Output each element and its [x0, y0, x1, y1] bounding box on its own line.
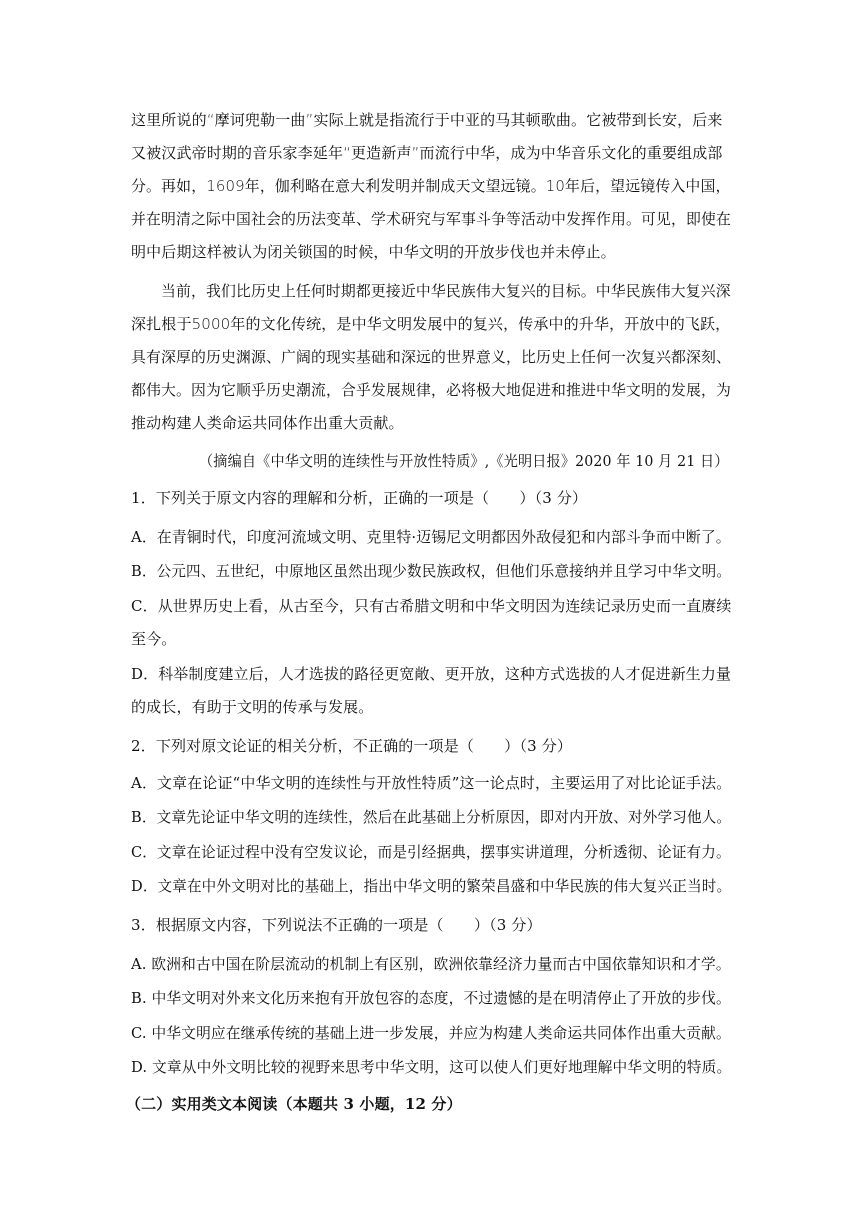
question-3-option-a: A. 欧洲和古中国在阶层流动的机制上有区别，欧洲依靠经济力量而古中国依靠知识和才学。 [131, 955, 731, 973]
question-2-option-b: B．文章先论证中华文明的连续性，然后在此基础上分析原因，即对内开放、对外学习他人。 [131, 808, 732, 826]
section-heading: （二）实用类文本阅读（本题共 3 小题，12 分） [126, 1095, 462, 1113]
passage-line: 深扎根于5000年的文化传统，是中华文明发展中的复兴，传承中的升华，开放中的飞跃， [131, 315, 731, 333]
question-2-option-d: D．文章在中外文明对比的基础上，指出中华文明的繁荣昌盛和中华民族的伟大复兴正当时。 [131, 877, 732, 895]
question-2-option-c: C．文章在论证过程中没有空发议论，而是引经据典，摆事实讲道理，分析透彻、论证有力。 [131, 843, 731, 861]
question-1-option-b: B．公元四、五世纪，中原地区虽然出现少数民族政权，但他们乐意接纳并且学习中华文明。 [131, 562, 732, 580]
question-1-option-c: C．从世界历史上看，从古至今，只有古希腊文明和中华文明因为连续记录历史而一直赓续 [131, 597, 732, 615]
question-3-option-d: D. 文章从中外文明比较的视野来思考中华文明，这可以使人们更好地理解中华文明的特质。 [131, 1058, 732, 1076]
passage-line: 当前，我们比历史上任何时期都更接近中华民族伟大复兴的目标。中华民族伟大复兴深 [161, 282, 731, 300]
question-1-stem: 1．下列关于原文内容的理解和分析，正确的一项是（ ）（3 分） [131, 489, 588, 507]
question-1-option-d-cont: 的成长，有助于文明的传承与发展。 [131, 698, 374, 716]
passage-line: 并在明清之际中国社会的历法变革、学术研究与军事斗争等活动中发挥作用。可见，即使在 [131, 210, 732, 228]
question-1-option-a: A．在青铜时代，印度河流域文明、克里特·迈锡尼文明都因外敌侵犯和内部斗争而中断了。 [131, 528, 731, 546]
question-1-option-d: D．科举制度建立后，人才选拔的路径更宽敞、更开放，这种方式选拔的人才促进新生力量 [131, 665, 732, 683]
passage-line: 具有深厚的历史渊源、广阔的现实基础和深远的世界意义，比历史上任何一次复兴都深刻、 [131, 348, 732, 366]
question-3-option-c: C. 中华文明应在继承传统的基础上进一步发展，并应为构建人类命运共同体作出重大贡献。 [131, 1024, 731, 1042]
passage-line: 又被汉武帝时期的音乐家李延年“更造新声”而流行中华，成为中华音乐文化的重要组成部 [131, 144, 723, 162]
question-2-stem: 2．下列对原文论证的相关分析，不正确的一项是（ ）（3 分） [131, 737, 573, 755]
passage-line: 明中后期这样被认为闭关锁国的时候，中华文明的开放步伐也并未停止。 [131, 243, 616, 261]
source-citation: （摘编自《中华文明的连续性与开放性特质》,《光明日报》2020 年 10 月 21 日） [199, 452, 729, 470]
question-3-option-b: B. 中华文明对外来文化历来抱有开放包容的态度，不过遗憾的是在明清停止了开放的步伐。 [131, 989, 731, 1007]
passage-line: 推动构建人类命运共同体作出重大贡献。 [131, 414, 404, 432]
question-3-stem: 3．根据原文内容，下列说法不正确的一项是（ ）（3 分） [131, 916, 542, 934]
passage-line: 分。再如，1609年，伽利略在意大利发明并制成天文望远镜。10年后，望远镜传入中国， [131, 177, 731, 195]
passage-line: 都伟大。因为它顺乎历史潮流，合乎发展规律，必将极大地促进和推进中华文明的发展，为 [131, 381, 732, 399]
passage-line: 这里所说的“摩诃兜勒一曲”实际上就是指流行于中亚的马其顿歌曲。它被带到长安，后来 [131, 111, 723, 129]
question-1-option-c-cont: 至今。 [131, 630, 177, 648]
question-2-option-a: A．文章在论证“中华文明的连续性与开放性特质”这一论点时，主要运用了对比论证手法。 [131, 774, 732, 792]
